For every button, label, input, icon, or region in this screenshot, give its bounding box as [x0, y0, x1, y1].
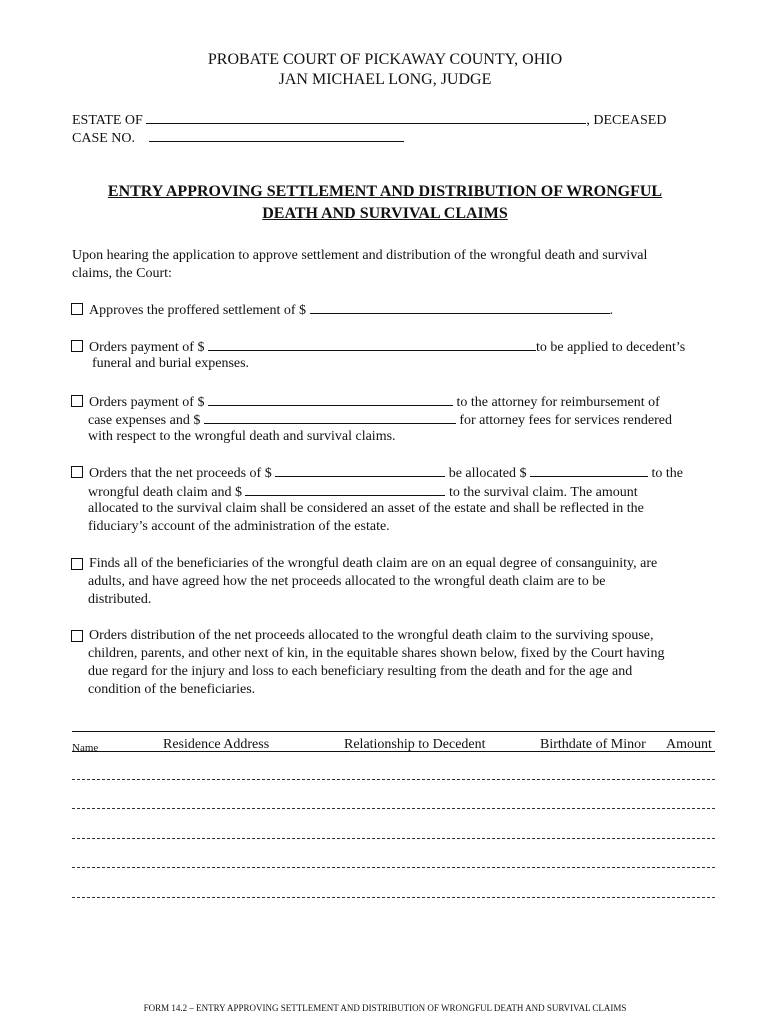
distribution-line1: Orders distribution of the net proceeds allocated to the wrongful death claim to the surviving spouse, [89, 628, 654, 643]
attorney-line2 [88, 410, 672, 430]
beneficiaries-line1: Finds all of the beneficiaries of the wrongful death claim are on an equal degree of consanguinity, are [89, 556, 658, 571]
form-title-line2: DEATH AND SURVIVAL CLAIMS [262, 205, 508, 222]
distribution-line3: due regard for the injury and loss to each beneficiary resulting from the death and for the age and [88, 664, 633, 679]
attorney-fees-text: for attorney fees for services rendered [459, 413, 672, 428]
deceased-label: , DECEASED [586, 113, 667, 128]
approves-text: Approves the proffered settlement of $ [89, 303, 307, 318]
approves-checkbox[interactable] [71, 303, 83, 315]
column-relationship: Relationship to Decedent [344, 737, 486, 752]
funeral-line2: funeral and burial expenses. [92, 356, 250, 371]
survival-allocation-field[interactable] [245, 482, 445, 496]
column-name: Name [72, 742, 99, 754]
estate-of-label: ESTATE OF [72, 113, 143, 128]
net-mid-text: be allocated $ [448, 466, 527, 481]
attorney-fees-amount-field[interactable] [204, 410, 456, 424]
attorney-expense-amount-field[interactable] [208, 392, 453, 406]
net-text: Orders that the net proceeds of $ [89, 466, 272, 481]
distribution-line2: children, parents, and other next of kin, in the equitable shares shown below, fixed by the Court having [88, 646, 665, 661]
attorney-text-post: to the attorney for reimbursement of [456, 395, 660, 410]
net-post-text: to the [651, 466, 683, 481]
table-header-rule [72, 751, 715, 752]
table-row[interactable] [72, 808, 715, 809]
distribution-checkbox[interactable] [71, 630, 83, 642]
table-row[interactable] [72, 779, 715, 780]
case-no-label: CASE NO. [72, 131, 136, 146]
table-row[interactable] [72, 867, 715, 868]
approves-line [89, 300, 613, 320]
settlement-amount-field[interactable] [310, 300, 610, 314]
net-line2-text: wrongful death claim and $ [88, 485, 242, 500]
net-line3: allocated to the survival claim shall be considered an asset of the estate and shall be reflected in the [88, 501, 644, 516]
distribution-line4: condition of the beneficiaries. [88, 682, 256, 697]
net-line1 [89, 463, 683, 483]
table-top-rule [72, 731, 715, 732]
funeral-text: Orders payment of $ [89, 340, 205, 355]
form-footer: FORM 14.2 – ENTRY APPROVING SETTLEMENT AND DISTRIBUTION OF WRONGFUL DEATH AND SURVIVAL CLAIMS [143, 1003, 627, 1013]
intro-line2: claims, the Court: [72, 266, 172, 281]
intro-line1: Upon hearing the application to approve settlement and distribution of the wrongful death and survival [72, 248, 648, 263]
judge-name: JAN MICHAEL LONG, JUDGE [278, 71, 492, 88]
case-expenses-text: case expenses and $ [88, 413, 201, 428]
court-name: PROBATE COURT OF PICKAWAY COUNTY, OHIO [207, 51, 563, 68]
case-no-line [72, 128, 404, 148]
attorney-line3: with respect to the wrongful death and survival claims. [88, 429, 396, 444]
beneficiaries-checkbox[interactable] [71, 558, 83, 570]
attorney-line1 [89, 392, 660, 412]
estate-name-field[interactable] [146, 110, 586, 124]
attorney-text: Orders payment of $ [89, 395, 205, 410]
column-residence-address: Residence Address [163, 737, 270, 752]
net-proceeds-amount-field[interactable] [275, 463, 445, 477]
net-line4: fiduciary’s account of the administration of the estate. [88, 519, 390, 534]
net-line2 [88, 482, 638, 502]
table-row[interactable] [72, 838, 715, 839]
estate-line [72, 110, 666, 130]
net-line2-post: to the survival claim. The amount [448, 485, 638, 500]
funeral-checkbox[interactable] [71, 340, 83, 352]
beneficiaries-line2: adults, and have agreed how the net proceeds allocated to the wrongful death claim are to be [88, 574, 606, 589]
net-proceeds-checkbox[interactable] [71, 466, 83, 478]
funeral-text-post: to be applied to decedent’s [535, 340, 686, 355]
column-birthdate: Birthdate of Minor [540, 737, 646, 752]
beneficiaries-line3: distributed. [88, 592, 152, 607]
column-amount: Amount [666, 737, 712, 752]
case-no-field[interactable] [149, 128, 404, 142]
funeral-amount-field[interactable] [208, 337, 536, 351]
form-title-line1: ENTRY APPROVING SETTLEMENT AND DISTRIBUTION OF WRONGFUL [107, 183, 663, 200]
attorney-checkbox[interactable] [71, 395, 83, 407]
table-row[interactable] [72, 897, 715, 898]
wrongful-allocation-field[interactable] [530, 463, 648, 477]
approves-period: . [609, 303, 614, 318]
funeral-line1 [89, 337, 685, 357]
